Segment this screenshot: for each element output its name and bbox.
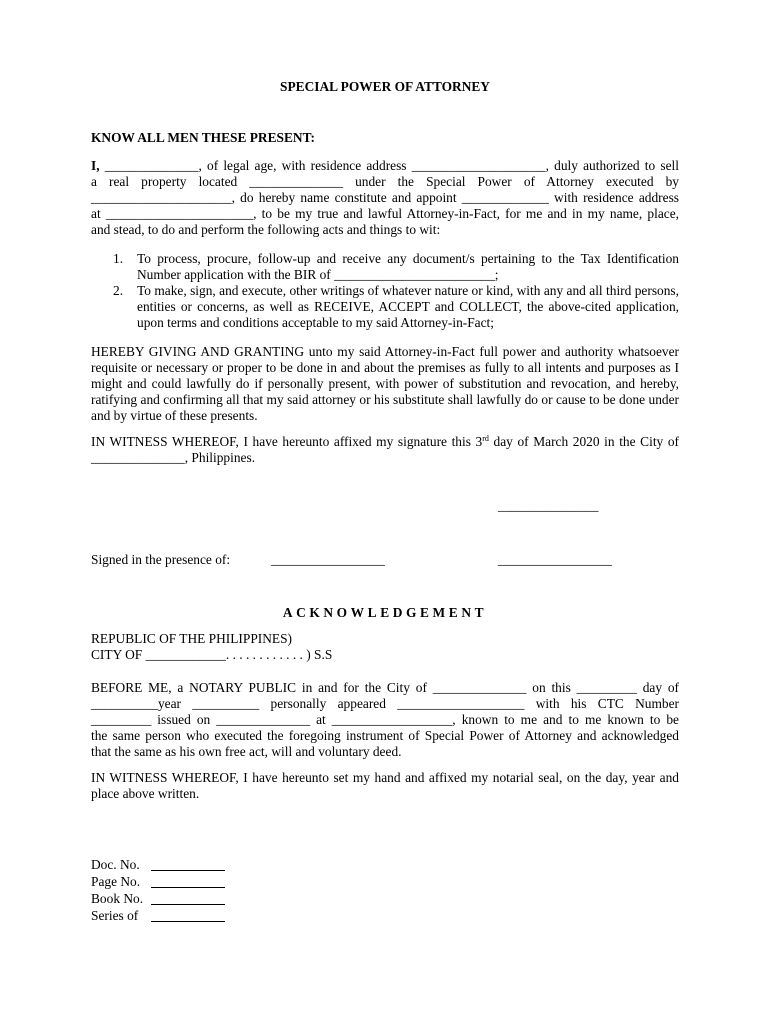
ordinal-suffix: rd <box>482 434 489 443</box>
list-item-text: To make, sign, and execute, other writings of whatever nature or kind, with any and all third persons, entities or concerns, as well as RECEIVE, ACCEPT and COLLECT, the above-cited application, upon terms and conditions acceptable to my said Attorney-in-Fact; <box>137 283 679 330</box>
register-label: Page No. <box>91 874 141 889</box>
intro-line-1: I, ______________, of legal age, with residence address ____________________, duly authorized to sell <box>91 158 679 173</box>
register-blank-line <box>151 872 225 888</box>
document-title: SPECIAL POWER OF ATTORNEY <box>280 79 490 94</box>
intro-i-label: I, <box>91 158 100 173</box>
register-blank-line <box>151 855 225 871</box>
intro-paragraph <box>91 158 679 238</box>
notary-witness-paragraph: IN WITNESS WHEREOF, I have hereunto set my hand and affixed my notarial seal, on the day, year and place above written. <box>91 770 679 801</box>
notary-line-2: __________year __________ personally appeared ___________________ with his CTC Number <box>91 696 679 711</box>
intro-line-2: a real property located ______________ under the Special Power of Attorney executed by <box>91 174 679 189</box>
notary-paragraph <box>91 680 679 760</box>
list-item-text: To process, procure, follow-up and receive any document/s pertaining to the Tax Identification Number application with the BIR of ________________________; <box>137 251 679 282</box>
list-item <box>91 251 679 283</box>
notarial-register <box>91 857 231 925</box>
granting-paragraph: HEREBY GIVING AND GRANTING unto my said Attorney-in-Fact full power and authority whatsoever requisite or necessary or proper to be done in and about the premises as fully to all intents and purposes as I might and could lawfully do if personally present, with power of substitution and revocation, and hereby, ratifying and confirming all that my said attorney or his substitute shall lawfully do or cause to be done under and by virtue of these presents. <box>91 344 679 423</box>
notary-line-3: _________ issued on ______________ at __________________, known to me and to me known to be <box>91 712 679 727</box>
venue-republic: REPUBLIC OF THE PHILIPPINES) <box>91 631 293 646</box>
venue-block <box>91 631 679 663</box>
list-item <box>91 283 679 331</box>
register-blank-line <box>151 906 225 922</box>
list-item-number: 1. <box>113 251 124 266</box>
register-label: Doc. No. <box>91 857 140 872</box>
notary-line-1: BEFORE ME, a NOTARY PUBLIC in and for the City of ______________ on this _________ day of <box>91 680 679 695</box>
acknowledgement-heading: ACKNOWLEDGEMENT <box>282 605 488 620</box>
principal-signature-line: _______________ <box>498 498 599 513</box>
register-label: Series of <box>91 908 139 923</box>
intro-line-3: _____________________, do hereby name constitute and appoint _____________ with residence address <box>91 190 679 205</box>
venue-city: CITY OF ____________. . . . . . . . . . . . ) S.S <box>91 647 333 662</box>
list-item-number: 2. <box>113 283 124 298</box>
intro-line-4: at ______________________, to be my true and lawful Attorney-in-Fact, for me and in my name, place, <box>91 206 679 221</box>
register-label: Book No. <box>91 891 144 906</box>
witness-signature-line-2: _________________ <box>498 552 612 567</box>
salutation: KNOW ALL MEN THESE PRESENT: <box>91 130 315 145</box>
acts-list <box>91 251 679 331</box>
notary-line-4: the same person who executed the foregoing instrument of Special Power of Attorney and acknowledged <box>91 728 679 743</box>
witness-first-line-2: ______________, Philippines. <box>91 450 256 465</box>
notary-line-5: that the same as his own free act, will and voluntary deed. <box>91 744 402 759</box>
register-blank-line <box>151 889 225 905</box>
intro-line-5: and stead, to do and perform the following acts and things to wit: <box>91 222 441 237</box>
witness-signature-line-1: _________________ <box>271 552 385 567</box>
register-row-series <box>91 908 231 925</box>
signed-presence-label: Signed in the presence of: <box>91 552 231 567</box>
witness-first-line-1: IN WITNESS WHEREOF, I have hereunto affixed my signature this 3rd day of March 2020 in the City of <box>91 434 680 449</box>
witness-first-paragraph <box>91 434 679 466</box>
